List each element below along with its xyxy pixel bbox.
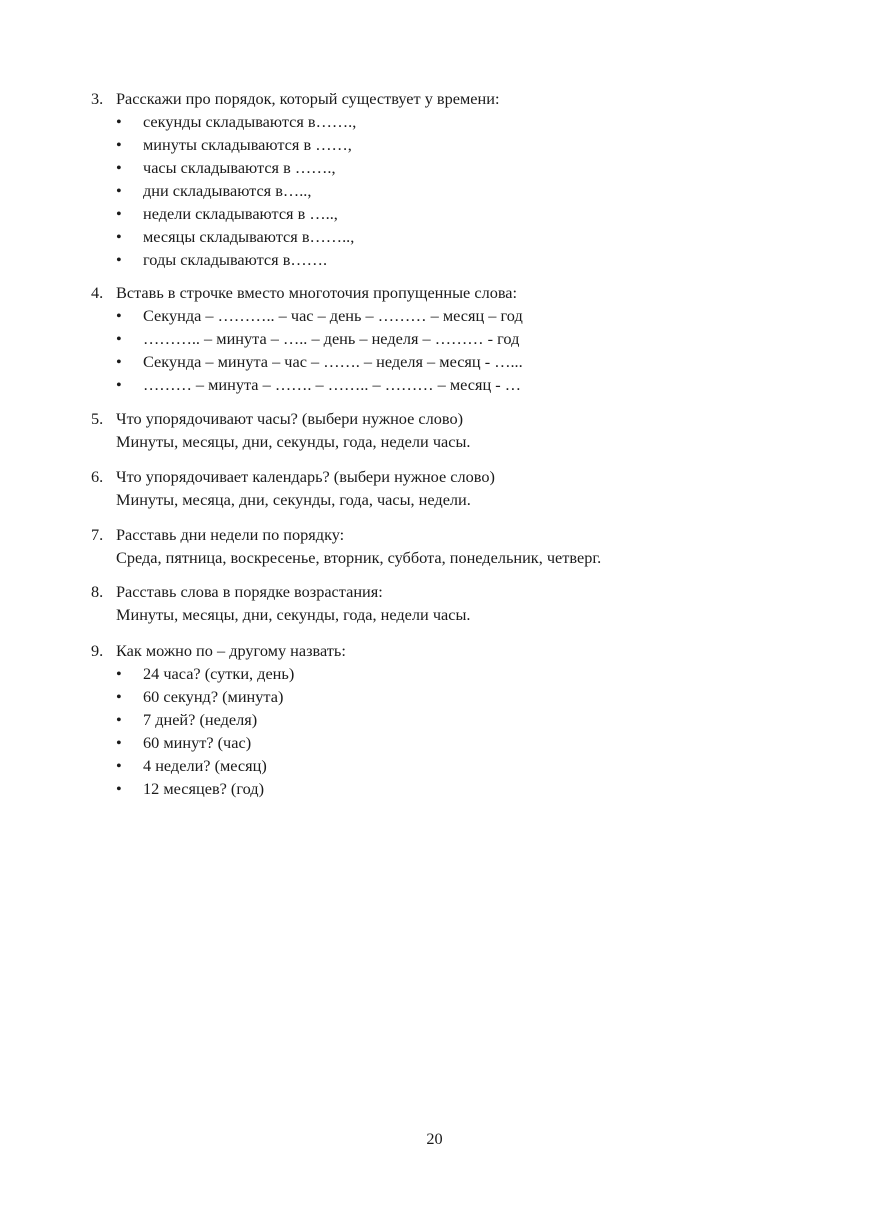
list-item <box>91 304 831 327</box>
list-item-text: годы складываются в……. <box>143 250 328 269</box>
task-title: Что упорядочивает календарь? (выбери нужное слово) <box>116 467 495 486</box>
list-item-text: 7 дней? (неделя) <box>143 710 258 729</box>
task-6 <box>91 465 831 511</box>
list-item-text: дни складываются в….., <box>143 181 312 200</box>
page-number: 20 <box>426 1129 443 1148</box>
task-7 <box>91 523 831 569</box>
list-item <box>91 754 831 777</box>
list-item <box>91 662 831 685</box>
list-item <box>91 731 831 754</box>
task-5 <box>91 407 831 453</box>
bullet-icon: • <box>116 710 122 729</box>
list-item <box>91 225 831 248</box>
list-item-text: часы складываются в ……., <box>143 158 336 177</box>
bullet-icon: • <box>116 352 122 371</box>
bullet-list <box>91 662 831 800</box>
bullet-icon: • <box>116 779 122 798</box>
list-item-text: 12 месяцев? (год) <box>143 779 264 798</box>
list-item-text: 24 часа? (сутки, день) <box>143 664 295 683</box>
task-title: Вставь в строчке вместо многоточия пропущенные слова: <box>116 283 518 302</box>
task-number: 6. <box>91 467 104 486</box>
list-item-text: 4 недели? (месяц) <box>143 756 267 775</box>
task-word-list: Минуты, месяцы, дни, секунды, года, недели часы. <box>116 605 471 624</box>
task-heading <box>91 580 831 603</box>
bullet-icon: • <box>116 250 122 269</box>
list-item-text: минуты складываются в ……, <box>143 135 352 154</box>
list-item <box>91 110 831 133</box>
list-item-text: недели складываются в ….., <box>143 204 338 223</box>
list-item-text: ……… – минута – ……. – …….. – ……… – месяц - … <box>143 375 522 394</box>
bullet-icon: • <box>116 306 122 325</box>
task-4 <box>91 281 831 396</box>
task-heading <box>91 407 831 430</box>
task-heading <box>91 639 831 662</box>
task-heading <box>91 523 831 546</box>
list-item-text: секунды складываются в……., <box>143 112 357 131</box>
list-item-text: месяцы складываются в…….., <box>143 227 355 246</box>
bullet-list <box>91 304 831 396</box>
task-word-list: Минуты, месяца, дни, секунды, года, часы, недели. <box>116 490 471 509</box>
list-item <box>91 350 831 373</box>
bullet-list <box>91 110 831 271</box>
task-3 <box>91 87 831 271</box>
bullet-icon: • <box>116 158 122 177</box>
bullet-icon: • <box>116 756 122 775</box>
bullet-icon: • <box>116 204 122 223</box>
bullet-icon: • <box>116 375 122 394</box>
task-heading <box>91 87 831 110</box>
list-item-text: Секунда – ……….. – час – день – ……… – месяц – год <box>143 306 523 325</box>
task-number: 8. <box>91 582 104 601</box>
bullet-icon: • <box>116 664 122 683</box>
list-item-text: ……….. – минута – ….. – день – неделя – ……… - год <box>143 329 520 348</box>
list-item <box>91 179 831 202</box>
list-item-text: 60 минут? (час) <box>143 733 252 752</box>
task-heading <box>91 465 831 488</box>
list-item <box>91 708 831 731</box>
bullet-icon: • <box>116 733 122 752</box>
list-item <box>91 327 831 350</box>
task-number: 4. <box>91 283 104 302</box>
list-item <box>91 156 831 179</box>
task-8 <box>91 580 831 626</box>
list-item <box>91 685 831 708</box>
task-title: Расставь слова в порядке возрастания: <box>116 582 383 601</box>
task-heading <box>91 281 831 304</box>
task-title: Как можно по – другому назвать: <box>116 641 346 660</box>
list-item <box>91 777 831 800</box>
bullet-icon: • <box>116 112 122 131</box>
task-number: 7. <box>91 525 104 544</box>
list-item <box>91 248 831 271</box>
task-word-list: Среда, пятница, воскресенье, вторник, суббота, понедельник, четверг. <box>116 548 602 567</box>
list-item <box>91 133 831 156</box>
bullet-icon: • <box>116 181 122 200</box>
list-item <box>91 202 831 225</box>
task-number: 3. <box>91 89 104 108</box>
bullet-icon: • <box>116 227 122 246</box>
list-item-text: 60 секунд? (минута) <box>143 687 284 706</box>
task-title: Расскажи про порядок, который существует у времени: <box>116 89 500 108</box>
list-item <box>91 373 831 396</box>
bullet-icon: • <box>116 687 122 706</box>
task-word-list: Минуты, месяцы, дни, секунды, года, недели часы. <box>116 432 471 451</box>
task-9 <box>91 639 831 800</box>
task-number: 5. <box>91 409 104 428</box>
bullet-icon: • <box>116 329 122 348</box>
task-title: Расставь дни недели по порядку: <box>116 525 345 544</box>
task-title: Что упорядочивают часы? (выбери нужное слово) <box>116 409 464 428</box>
list-item-text: Секунда – минута – час – ……. – неделя – месяц - …... <box>143 352 523 371</box>
task-number: 9. <box>91 641 104 660</box>
bullet-icon: • <box>116 135 122 154</box>
